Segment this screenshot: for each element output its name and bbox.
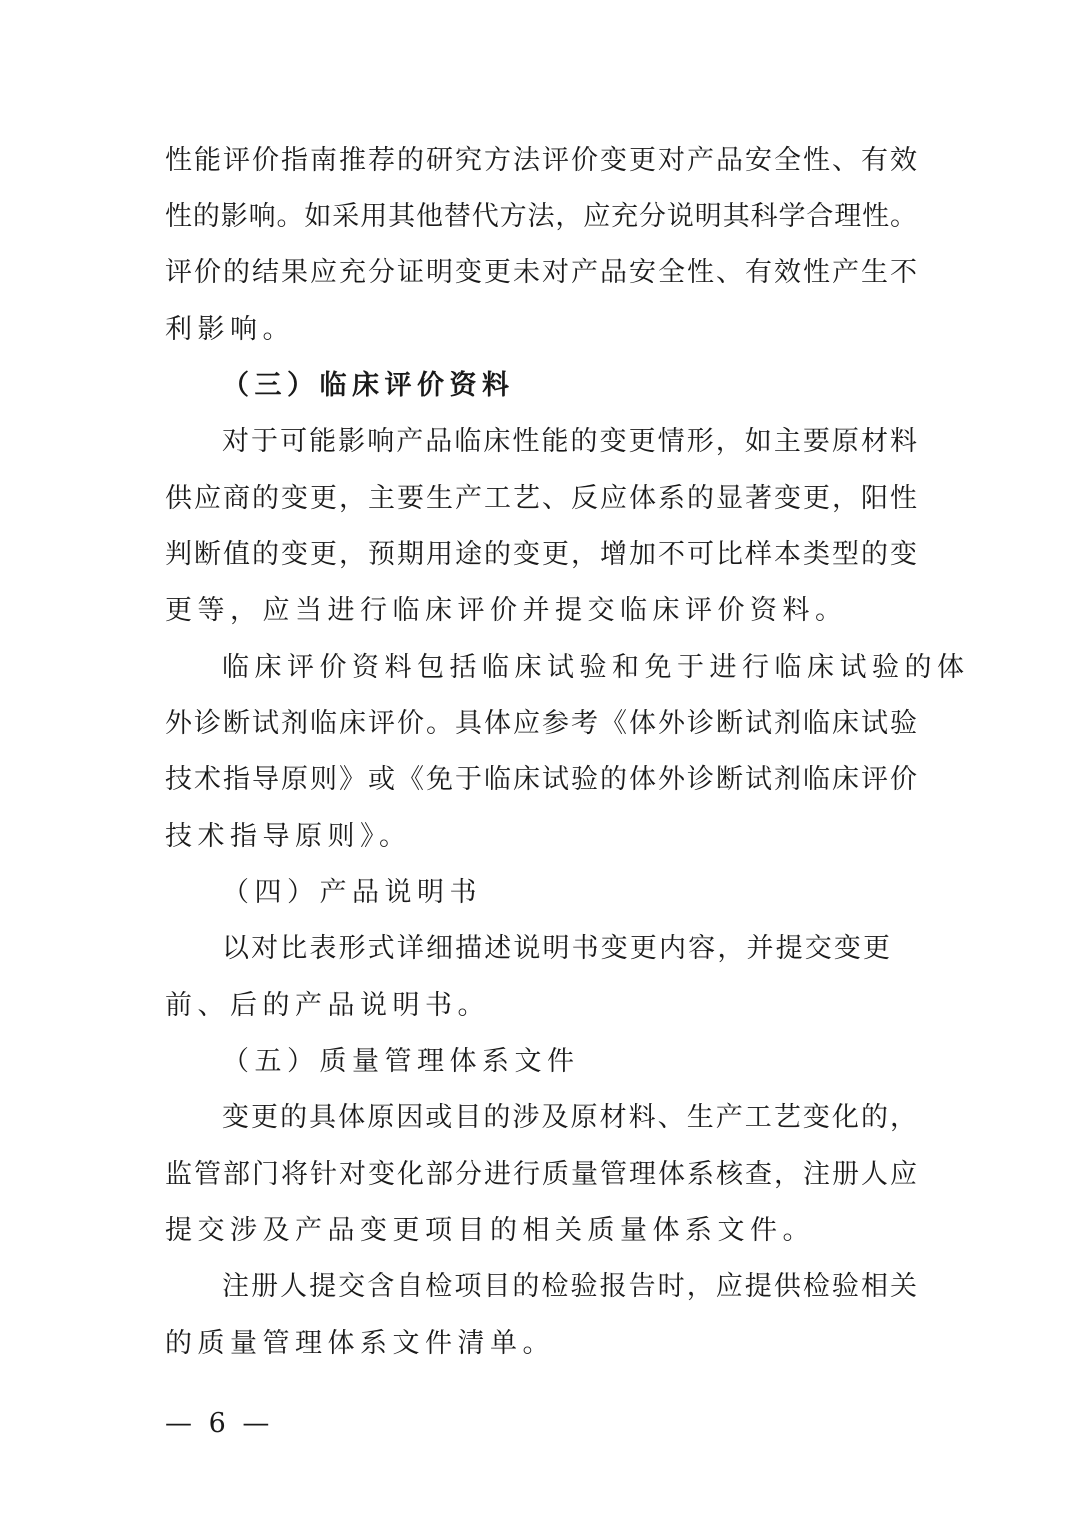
paragraph-line: 评价的结果应充分证明变更未对产品安全性、有效性产生不	[165, 257, 917, 288]
paragraph-line: 前、后的产品说明书。	[165, 990, 490, 1021]
paragraph-line: 性的影响。如采用其他替代方法，应充分说明其科学合理性。	[165, 201, 917, 232]
paragraph-line: 利影响。	[165, 314, 295, 345]
paragraph-line: 性能评价指南推荐的研究方法评价变更对产品安全性、有效	[165, 145, 917, 176]
paragraph-line: 更等，应当进行临床评价并提交临床评价资料。	[165, 595, 848, 626]
section-heading-quality-system: （五）质量管理体系文件	[222, 1046, 580, 1077]
section-heading-instructions: （四）产品说明书	[222, 877, 482, 908]
paragraph-line: 技术指导原则》或《免于临床试验的体外诊断试剂临床评价	[165, 764, 917, 795]
paragraph-line: 以对比表形式详细描述说明书变更内容，并提交变更	[222, 933, 890, 964]
paragraph-line: 提交涉及产品变更项目的相关质量体系文件。	[165, 1215, 815, 1246]
paragraph-line: 技术指导原则》。	[165, 821, 412, 852]
paragraph-line: 变更的具体原因或目的涉及原材料、生产工艺变化的，	[222, 1102, 917, 1133]
paragraph-line: 判断值的变更，预期用途的变更，增加不可比样本类型的变	[165, 539, 917, 570]
paragraph-line: 的质量管理体系文件清单。	[165, 1328, 555, 1359]
section-heading-clinical-evaluation: （三）临床评价资料	[222, 370, 515, 401]
page-number: — 6 —	[165, 1408, 274, 1439]
paragraph-line: 对于可能影响产品临床性能的变更情形，如主要原材料	[222, 426, 917, 457]
paragraph-line: 临床评价资料包括临床试验和免于进行临床试验的体	[222, 652, 970, 683]
paragraph-line: 供应商的变更，主要生产工艺、反应体系的显著变更，阳性	[165, 483, 917, 514]
paragraph-line: 监管部门将针对变化部分进行质量管理体系核查，注册人应	[165, 1159, 917, 1190]
paragraph-line: 注册人提交含自检项目的检验报告时，应提供检验相关	[222, 1271, 917, 1302]
paragraph-line: 外诊断试剂临床评价。具体应参考《体外诊断试剂临床试验	[165, 708, 917, 739]
